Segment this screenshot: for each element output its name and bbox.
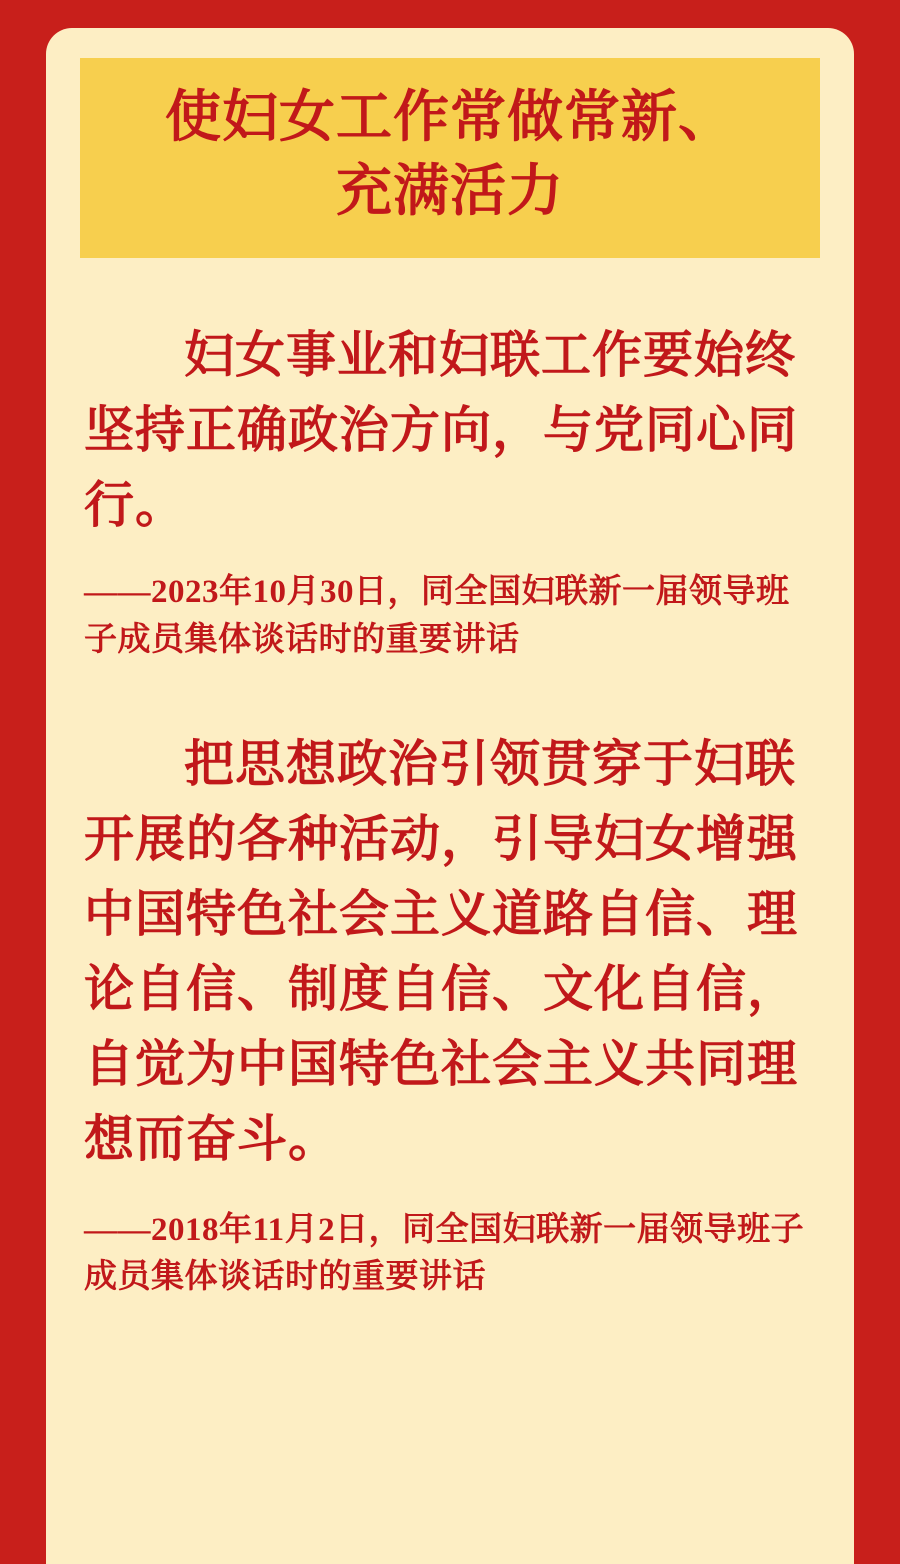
quote-text-1: 妇女事业和妇联工作要始终坚持正确政治方向，与党同心同行。: [84, 326, 798, 533]
quote-block-2: [80, 727, 820, 1303]
page-title-line-1: 使妇女工作常做常新、: [165, 87, 735, 149]
quote-attribution-1: ——2023年10月30日，同全国妇联新一届领导班子成员集体谈话时的重要讲话: [84, 573, 790, 658]
quote-block-1: [80, 318, 820, 665]
quote-attribution-2: ——2018年11月2日，同全国妇联新一届领导班子成员集体谈话时的重要讲话: [84, 1211, 805, 1296]
quote-text-2: 把思想政治引领贯穿于妇联开展的各种活动，引导妇女增强中国特色社会主义道路自信、理论自信、制度自信、文化自信，自觉为中国特色社会主义共同理想而奋斗。: [84, 735, 798, 1167]
title-band: [80, 58, 820, 258]
poster-card: [46, 28, 854, 1564]
page-title-line-2: 充满活力: [336, 160, 564, 223]
